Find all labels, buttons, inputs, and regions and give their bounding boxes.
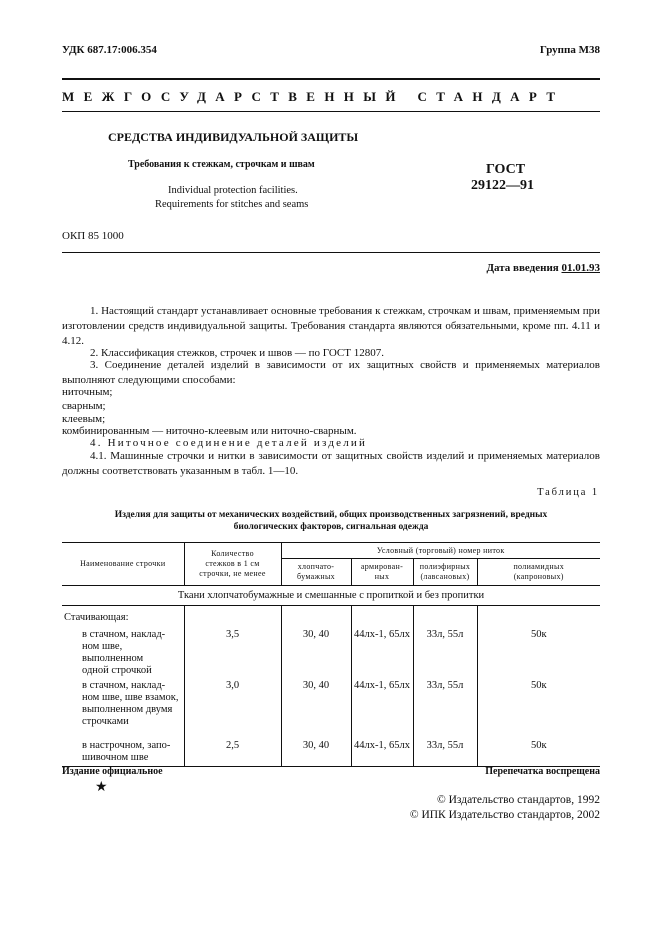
row-1-count: 3,5 — [184, 625, 281, 678]
header-polyester-line2: (лавсановых) — [420, 572, 470, 581]
header-armored-line2: ных — [374, 572, 390, 581]
row-2-name-line3: выполненном двумя — [82, 704, 173, 715]
header-polyamide-line2: (капроновых) — [513, 572, 564, 581]
paragraph-4-1: 4.1. Машинные строчки и нитки в зависимости от защитных свойств изделий и применяемых материалов должны соответствовать указанным в табл. 1—10. — [62, 450, 600, 477]
table-row — [62, 678, 600, 736]
header-count-line3: строчки, не менее — [199, 569, 266, 578]
header-cotton-line1: хлопчато- — [297, 562, 335, 571]
banner-rule — [62, 111, 600, 112]
english-title-line2: Requirements for stitches and seams — [155, 199, 309, 210]
group-code: Группа М38 — [539, 44, 600, 56]
row-3-polyamide: 50к — [477, 736, 600, 766]
header-polyester-line1: полиэфирных — [419, 562, 471, 571]
copyright-1992: © Издательство стандартов, 1992 — [436, 794, 600, 806]
row-1-cotton: 30, 40 — [281, 625, 351, 678]
row-2-cotton: 30, 40 — [281, 678, 351, 736]
header-armored — [351, 559, 413, 586]
row-2-name-line4: строчками — [82, 716, 129, 727]
header-cotton-line2: бумажных — [297, 572, 335, 581]
row-2-name-line2: ном шве, шве взамок, — [82, 692, 179, 703]
header-polyamide — [477, 559, 600, 586]
stitch-table — [62, 542, 600, 767]
intro-date-value: 01.01.93 — [561, 262, 600, 274]
table-group-label: Стачивающая: — [62, 606, 184, 626]
row-2-count: 3,0 — [184, 678, 281, 736]
table-label: Таблица 1 — [537, 487, 599, 498]
row-1-armored: 44лх-1, 65лх — [351, 625, 413, 678]
row-2-name-line1: в стачном, наклад- — [82, 680, 166, 691]
row-3-name — [62, 736, 184, 766]
star-icon: ★ — [95, 780, 108, 795]
copyright-2002: © ИПК Издательство стандартов, 2002 — [409, 809, 600, 821]
table-section-row — [62, 586, 600, 606]
method-glue: клеевым; — [62, 413, 106, 425]
gost-number: 29122—91 — [471, 178, 534, 193]
header-name: Наименование строчки — [62, 543, 184, 586]
gost-label: ГОСТ — [486, 162, 526, 177]
row-1-name-line2: ном шве, выполненном — [82, 641, 144, 664]
row-3-armored: 44лх-1, 65лх — [351, 736, 413, 766]
row-1-polyamide: 50к — [530, 629, 547, 640]
row-1-name — [62, 625, 184, 678]
row-3-count: 2,5 — [184, 736, 281, 766]
row-3-name-line1: в настрочном, запо- — [82, 740, 171, 751]
method-thread: ниточным; — [62, 386, 113, 398]
table-row — [62, 736, 600, 766]
row-1-name-line1: в стачном, наклад- — [82, 629, 166, 640]
table-caption-line1: Изделия для защиты от механических воздействий, общих производственных загрязнений, вредных — [114, 510, 548, 520]
table-header-row-1 — [62, 543, 600, 559]
row-2-armored: 44лх-1, 65лх — [351, 678, 413, 736]
intro-rule — [62, 252, 600, 253]
table-section-title: Ткани хлопчатобумажные и смешанные с пропиткой и без пропитки — [62, 586, 600, 606]
header-polyester — [413, 559, 477, 586]
table-caption-line2: биологических факторов, сигнальная одежда — [233, 522, 429, 532]
method-combined: комбинированным — ниточно-клеевым или ниточно-сварным. — [62, 425, 357, 437]
table-row — [62, 625, 600, 678]
row-3-name-line2: шивочном шве — [82, 752, 149, 763]
row-3-cotton: 30, 40 — [281, 736, 351, 766]
paragraph-2: 2. Классификация стежков, строчек и швов — по ГОСТ 12807. — [90, 347, 384, 359]
header-count-line1: Количество — [211, 549, 254, 558]
header-armored-line1: армирован- — [360, 562, 404, 571]
paragraph-1: 1. Настоящий стандарт устанавливает основные требования к стежкам, строчкам и швам, применяемым при изготовлении средств индивидуальной защиты. Требования стандарта являются обязательными, кроме пп. 4.11 и 4.12. — [62, 305, 600, 347]
section-4-heading: 4. Ниточное соединение деталей изделий — [90, 437, 368, 449]
document-subtitle: Требования к стежкам, строчкам и швам — [128, 159, 315, 170]
english-title-line1: Individual protection facilities. — [168, 185, 298, 196]
row-2-polyester: 33л, 55л — [413, 678, 477, 736]
header-count — [184, 543, 281, 586]
paragraph-3: 3. Соединение деталей изделий в зависимости от их защитных свойств и применяемых материалов выполняют следующими способами: — [62, 359, 600, 386]
row-1-name-line3: одной строчкой — [82, 665, 152, 676]
method-weld: сварным; — [62, 400, 106, 412]
header-polyamide-line1: полиамидных — [513, 562, 565, 571]
udk-code: УДК 687.17:006.354 — [62, 44, 157, 56]
official-edition: Издание официальное — [62, 766, 163, 777]
row-1-polyester: 33л, 55л — [413, 625, 477, 678]
table-caption — [62, 509, 600, 533]
reprint-notice: Перепечатка воспрещена — [485, 766, 600, 777]
table-group-row — [62, 606, 600, 626]
header-cotton — [281, 559, 351, 586]
okp-code: ОКП 85 1000 — [62, 230, 124, 242]
standard-banner: МЕЖГОСУДАРСТВЕННЫЙ СТАНДАРТ — [62, 89, 565, 104]
intro-date-label: Дата введения — [486, 262, 559, 274]
top-rule — [62, 78, 600, 80]
document-title: СРЕДСТВА ИНДИВИДУАЛЬНОЙ ЗАЩИТЫ — [108, 130, 359, 144]
row-2-polyamide: 50к — [530, 680, 547, 691]
row-2-name — [62, 678, 184, 736]
row-3-polyester: 33л, 55л — [413, 736, 477, 766]
header-count-line2: стежков в 1 см — [205, 559, 260, 568]
intro-date — [486, 262, 600, 274]
header-thread-group: Условный (торговый) номер ниток — [281, 543, 600, 559]
